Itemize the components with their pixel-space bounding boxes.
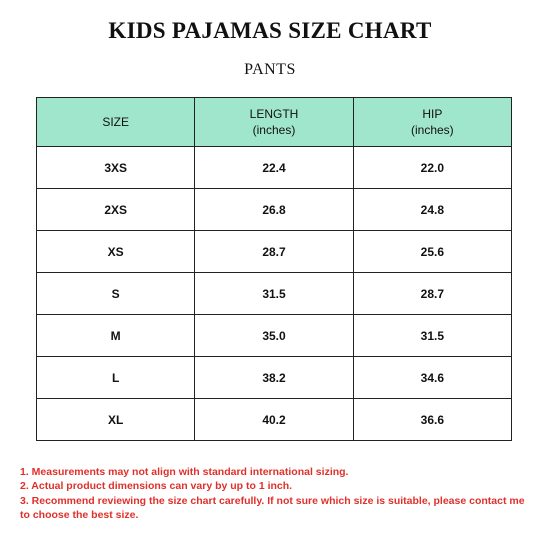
column-header-hip-label: HIP [422,107,443,121]
column-header-hip [353,98,511,147]
column-header-length [195,98,353,147]
notes-section [20,465,534,523]
column-header-size-label: SIZE [102,115,129,129]
length-cell: 38.2 [195,357,353,399]
size-table [36,97,512,441]
table-row [37,273,512,315]
size-cell: M [37,315,195,357]
length-cell: 26.8 [195,189,353,231]
hip-cell: 25.6 [353,231,511,273]
hip-cell: 28.7 [353,273,511,315]
column-header-length-label: LENGTH [249,107,299,121]
length-cell: 28.7 [195,231,353,273]
table-row [37,231,512,273]
hip-cell: 31.5 [353,315,511,357]
length-cell: 40.2 [195,399,353,441]
column-header-size [37,98,195,147]
hip-cell: 24.8 [353,189,511,231]
table-header-row [37,98,512,147]
column-header-length-unit: (inches) [252,123,296,137]
note-item: 1. Measurements may not align with standard international sizing. [20,466,349,478]
column-header-hip-unit: (inches) [410,123,454,137]
page-title: KIDS PAJAMAS SIZE CHART [108,18,432,43]
table-row [37,399,512,441]
page-subtitle: PANTS [244,61,296,78]
table-row [37,189,512,231]
note-item: 3. Recommend reviewing the size chart carefully. If not sure which size is suitable, please contact me to choose the best size. [20,494,525,522]
length-cell: 31.5 [195,273,353,315]
table-row [37,357,512,399]
length-cell: 35.0 [195,315,353,357]
length-cell: 22.4 [195,147,353,189]
table-row [37,315,512,357]
size-cell: S [37,273,195,315]
hip-cell: 36.6 [353,399,511,441]
hip-cell: 34.6 [353,357,511,399]
size-cell: 2XS [37,189,195,231]
size-cell: XL [37,399,195,441]
table-row [37,147,512,189]
size-cell: L [37,357,195,399]
hip-cell: 22.0 [353,147,511,189]
size-cell: XS [37,231,195,273]
size-cell: 3XS [37,147,195,189]
note-item: 2. Actual product dimensions can vary by up to 1 inch. [20,480,293,493]
